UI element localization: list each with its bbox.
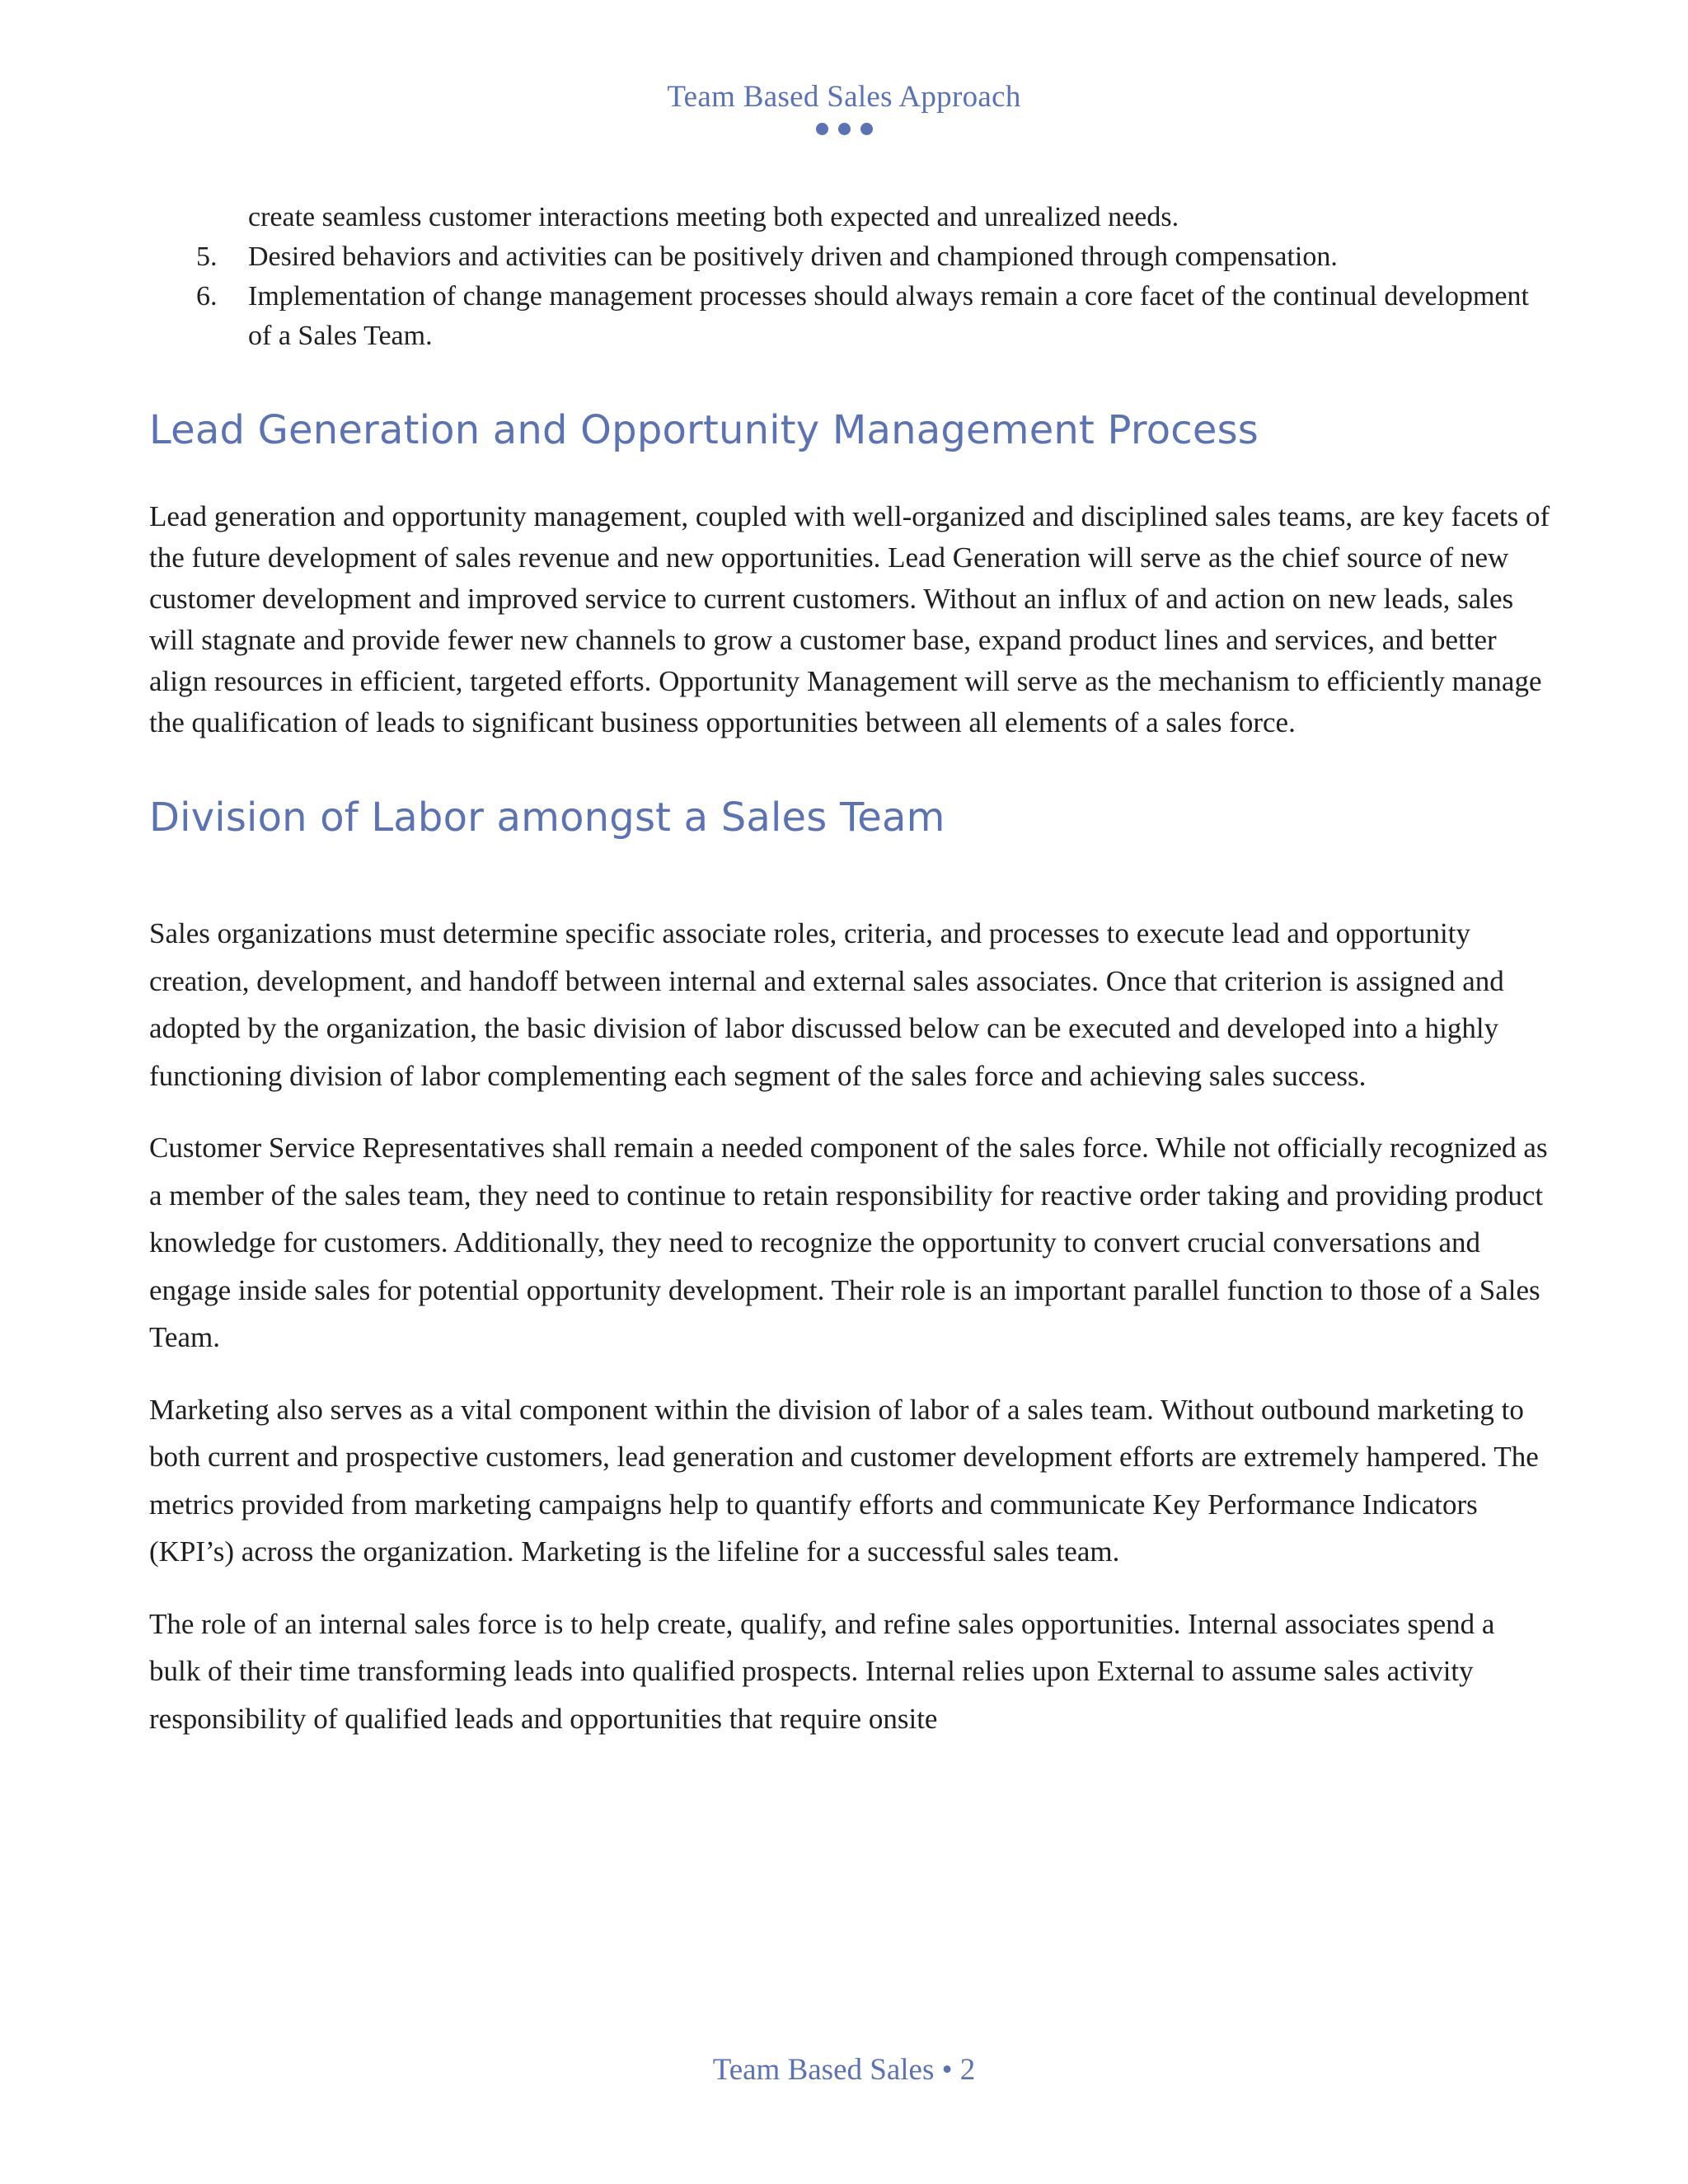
dot-icon bbox=[816, 123, 828, 135]
list-item-text: Desired behaviors and activities can be positively driven and championed through compensation. bbox=[248, 241, 1338, 272]
list-item-continuation bbox=[149, 198, 1550, 237]
section-heading-division-of-labor: Division of Labor amongst a Sales Team bbox=[149, 794, 945, 841]
page-footer: Team Based Sales • 2 bbox=[712, 2053, 976, 2087]
list-item bbox=[149, 237, 1550, 277]
lead-generation-paragraph: Lead generation and opportunity management, coupled with well-organized and disciplined sales teams, are key facets of the future development of sales revenue and new opportunities. Lead Generation will serve as the chief source of new customer development and improved service to current customers. Without an influx of and action on new leads, sales will stagnate and provide fewer new channels to grow a customer base, expand product lines and services, and better align resources in efficient, targeted efforts. Opportunity Management will serve as the mechanism to efficiently manage the qualification of leads to significant business opportunities between all elements of a sales force. bbox=[149, 500, 1550, 738]
list-item-text: create seamless customer interactions meeting both expected and unrealized needs. bbox=[248, 202, 1179, 232]
header-title: Team Based Sales Approach bbox=[667, 80, 1021, 114]
dot-icon bbox=[838, 123, 851, 135]
dot-icon bbox=[860, 123, 873, 135]
header-dots-ornament bbox=[0, 123, 1688, 135]
list-item-number: 5. bbox=[196, 241, 218, 272]
division-paragraph-internal-sales: The role of an internal sales force is to help create, qualify, and refine sales opportunities. Internal associates spend a bulk of their time transforming leads into qualified prospects. Internal relies upon External to assume sales activity responsibility of qualified leads and opportunities that require onsite bbox=[149, 1607, 1495, 1735]
division-paragraph-marketing: Marketing also serves as a vital component within the division of labor of a sales team. Without outbound marketing to both current and prospective customers, lead generation and customer development efforts are extremely hampered. The metrics provided from marketing campaigns help to quantify efforts and communicate Key Performance Indicators (KPI’s) across the organization. Marketing is the lifeline for a successful sales team. bbox=[149, 1393, 1539, 1568]
page-header bbox=[0, 79, 1688, 135]
document-body bbox=[149, 198, 1550, 1742]
section-heading-lead-generation: Lead Generation and Opportunity Management Process bbox=[149, 407, 1259, 453]
division-paragraph-sales-organizations: Sales organizations must determine specific associate roles, criteria, and processes to execute lead and opportunity creation, development, and handoff between internal and external sales associates. Once that criterion is assigned and adopted by the organization, the basic division of labor discussed below can be executed and developed into a highly functioning division of labor complementing each segment of the sales force and achieving sales success. bbox=[149, 917, 1504, 1092]
division-paragraph-customer-service: Customer Service Representatives shall remain a needed component of the sales force. While not officially recognized as a member of the sales team, they need to continue to retain responsibility for reactive order taking and providing product knowledge for customers. Additionally, they need to recognize the opportunity to convert crucial conversations and engage inside sales for potential opportunity development. Their role is an important parallel function to those of a Sales Team. bbox=[149, 1132, 1548, 1353]
list-item bbox=[149, 277, 1550, 356]
list-item-text: Implementation of change management processes should always remain a core facet of the continual development of a Sales Team. bbox=[248, 281, 1529, 351]
numbered-list bbox=[149, 198, 1550, 356]
list-item-number: 6. bbox=[196, 281, 218, 312]
